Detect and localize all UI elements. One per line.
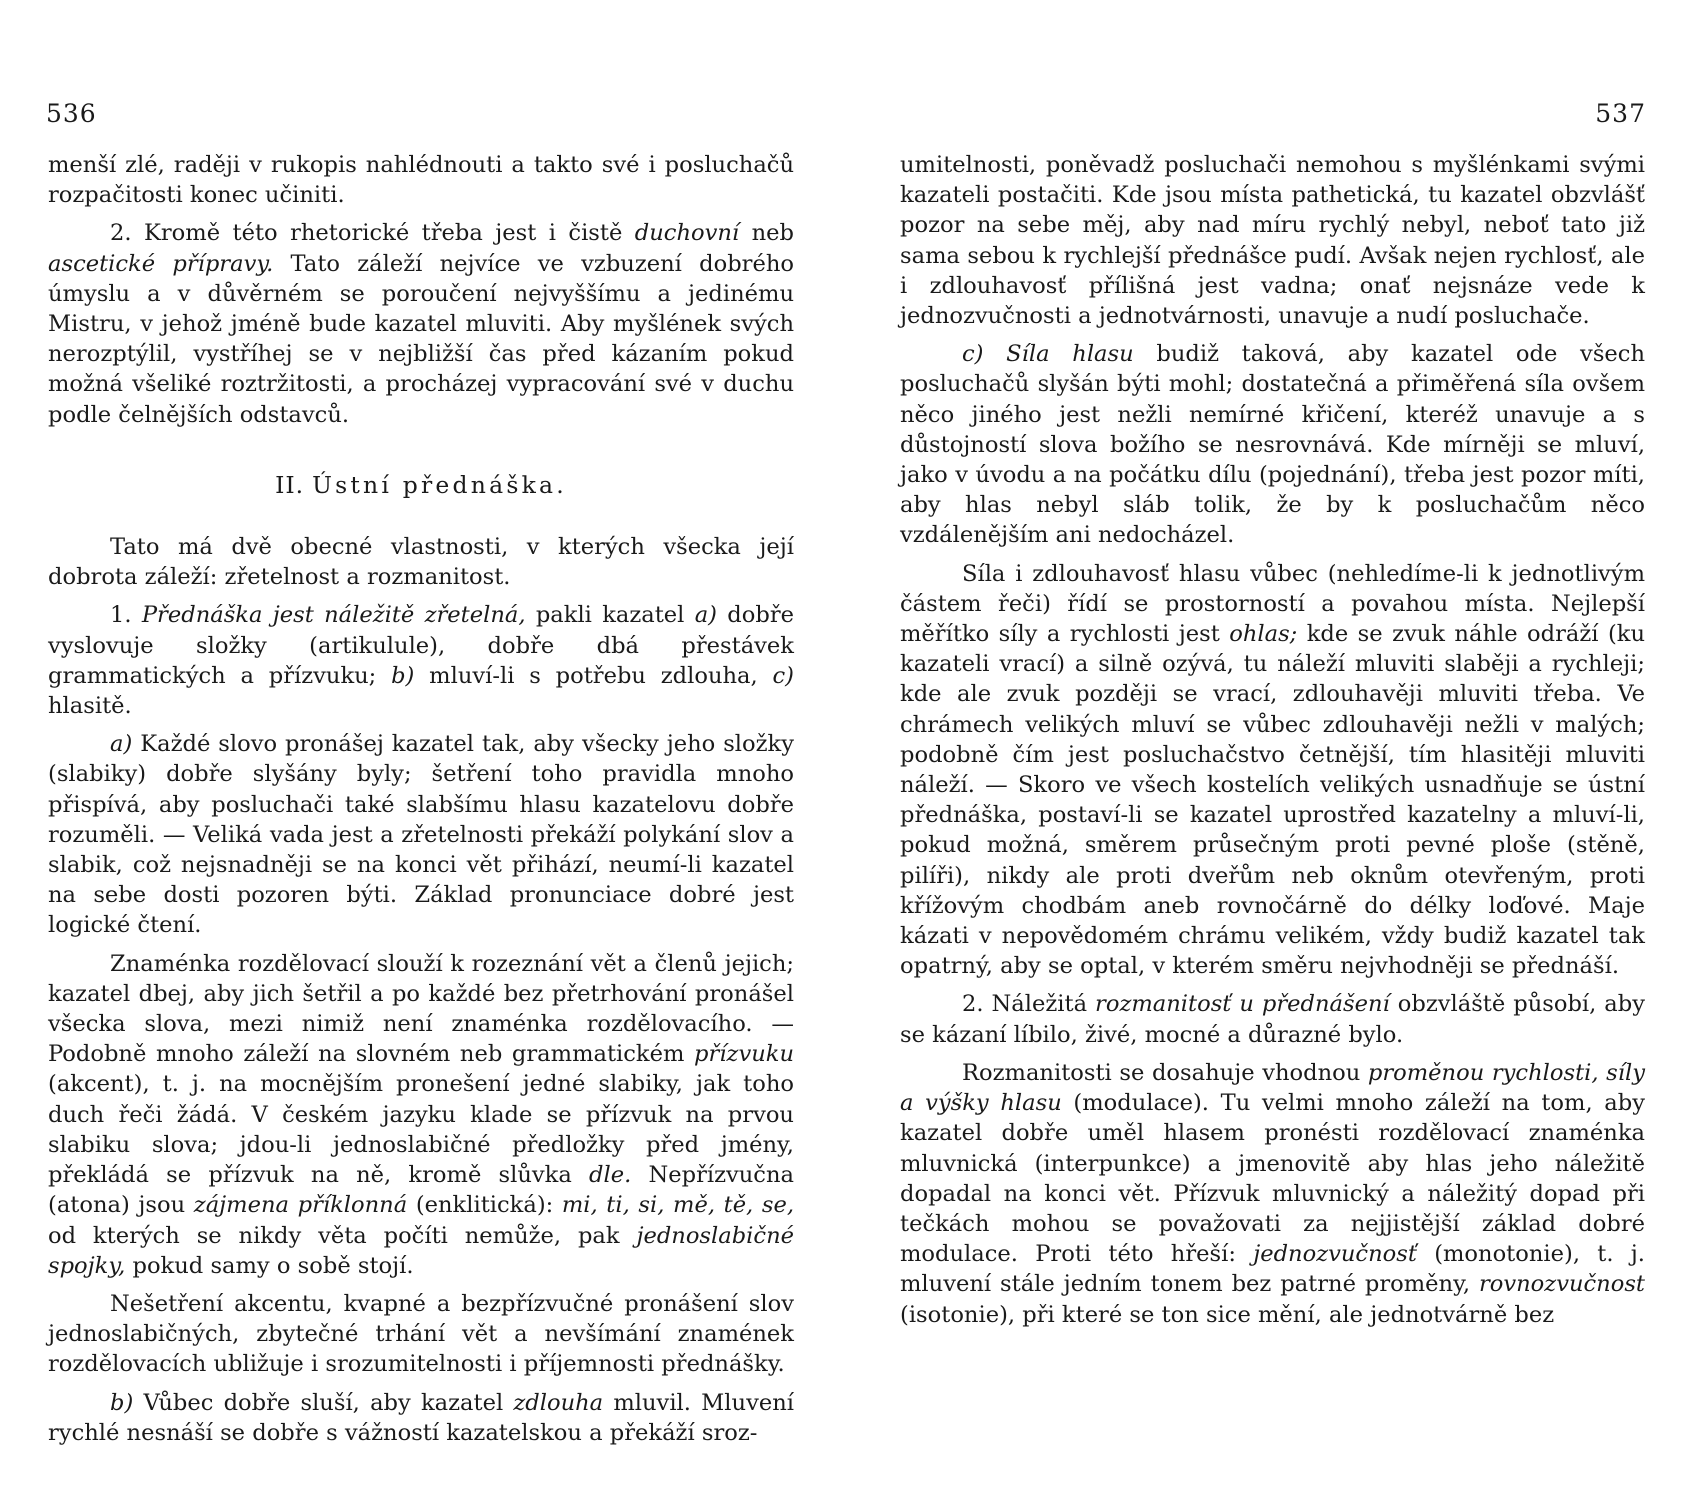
paragraph: a) Každé slovo pronášej kazatel tak, aby všecky jeho složky (slabiky) dobře slyšány byly; šetření toho pravidla mnoho přispívá, aby posluchači také slabšímu hlasu kazatelovu dobře rozuměli. — Veliká vada jest a zřetelnosti překáží polykání slov a slabik, což nejsnadněji se na konci vět přihází, neumí-li kazatel na sebe dosti pozoren býti. Základ pronunciace dobré jest logické čtení. bbox=[48, 731, 794, 939]
paragraph: Znaménka rozdělovací slouží k rozeznání vět a členů jejich; kazatel dbej, aby jich šetřil a po každé bez přetrhování pronášel všecka slova, mezi nimiž není znaménka rozdělovacího. — Podobně mnoho záleží na slovném neb grammatickém přízvuku (akcent), t. j. na mocnějším pronešení jedné slabiky, jak toho duch řeči žádá. V českém jazyku klade se přízvuk na prvou slabiku slova; jdou-li jednoslabičné předložky před jmény, překládá se přízvuk na ně, kromě slůvka dle. Nepřízvučna (atona) jsou zájmena příklonná (enklitická): mi, ti, si, mě, tě, se, od kterých se nikdy věta počíti nemůže, pak jednoslabičné spojky, pokud samy o sobě stojí. bbox=[48, 950, 795, 1279]
right-page-text bbox=[900, 150, 1645, 1338]
section-heading: II. Ústní přednáška. bbox=[275, 470, 567, 499]
paragraph: umitelnosti, poněvadž posluchači nemohou s myšlénkami svými kazateli postačiti. Kde jsou místa pathetická, tu kazatel obzvlášť pozor na sebe měj, aby nad míru rychlý nebyl, neboť tato již sama sebou k rychlejší přednášce pudí. Avšak nejen rychlosť, ale i zdlouhavosť přílišná jest vadna; onať nejsnáze vede k jednozvučnosti a jednotvárnosti, unavuje a nudí posluchače. bbox=[900, 152, 1645, 330]
paragraph: 2. Náležitá rozmanitosť u přednášení obzvláště působí, aby se kázaní líbilo, živé, mocné a důrazné bylo. bbox=[900, 991, 1645, 1048]
paragraph: b) Vůbec dobře sluší, aby kazatel zdlouha mluvil. Mluvení rychlé nesnáší se dobře s vážností kazatelskou a překáží sroz- bbox=[48, 1389, 794, 1446]
page-number-left: 536 bbox=[46, 99, 97, 128]
left-page-text bbox=[48, 150, 794, 1456]
right-page bbox=[844, 0, 1688, 1501]
paragraph: Tato má dvě obecné vlastnosti, v kterých všecka její dobrota záleží: zřetelnost a rozmanitost. bbox=[48, 534, 794, 591]
paragraph: menší zlé, raději v rukopis nahlédnouti a takto své i posluchačů rozpačitosti konec učiniti. bbox=[48, 152, 794, 209]
page-number-right: 537 bbox=[1595, 99, 1646, 128]
paragraph: 1. Přednáška jest náležitě zřetelná, pakli kazatel a) dobře vyslovuje složky (artikulule), dobře dbá přestávek grammatických a přízvuku; b) mluví-li s potřebu zdlouha, c) hlasitě. bbox=[48, 602, 794, 720]
paragraph: Síla i zdlouhavosť hlasu vůbec (nehledíme-li k jednotlivým částem řeči) řídí se prostorností a povahou místa. Nejlepší měřítko síly a rychlosti jest ohlas; kde se zvuk náhle odráží (ku kazateli vrací) a silně ozývá, tu náleží mluviti slaběji a rychleji; kde ale zvuk později se vrací, zdlouhavěji mluviti třeba. Ve chrámech velikých mluví se vůbec zdlouhavěji nežli v malých; podobně čím jest posluchačstvo četnější, tím hlasitěji mluviti náleží. — Skoro ve všech kostelích velikých usnadňuje se ústní přednáška, postaví-li se kazatel uprostřed kazatelny a mluví-li, pokud možná, směrem průsečným proti pevné ploše (stěně, pilíři), nikdy ale proti dveřům neb oknům otevřeným, proti křížovým chodbám aneb rovnočárně do délky loďové. Maje kázati v nepovědomém chrámu velikém, vždy budiž kazatel tak opatrný, aby se optal, v kterém směru nejvhodněji se přednáší. bbox=[900, 560, 1645, 980]
paragraph: Nešetření akcentu, kvapné a bezpřízvučné pronášení slov jednoslabičných, zbytečné trhání vět a nevšímání znamének rozdělovacích ubližuje i srozumitelnosti i příjemnosti přednášky. bbox=[48, 1290, 794, 1378]
paragraph: Rozmanitosti se dosahuje vhodnou proměnou rychlosti, síly a výšky hlasu (modulace). Tu velmi mnoho záleží na tom, aby kazatel dobře uměl hlasem pronésti rozdělovací znaménka mluvnická (interpunkce) a jmenovitě aby hlas jeho náležitě dopadal na konci vět. Přízvuk mluvnický a náležitý dopad při tečkách mohou se považovati za nejjistější základ dobré modulace. Proti této hřeší: jednozvučnosť (monotonie), t. j. mluvení stále jedním tonem bez patrné proměny, rovnozvučnost (isotonie), při které se ton sice mění, ale jednotvárně bez bbox=[900, 1059, 1645, 1328]
paragraph: c) Síla hlasu budiž taková, aby kazatel ode všech posluchačů slyšán býti mohl; dostatečná a přiměřená síla ovšem něco jiného jest nežli nemírné křičení, kteréž unavuje a s důstojností slova božího se nesrovnává. Kde mírněji se mluví, jako v úvodu a na počátku dílu (pojednání), třeba jest pozor míti, aby hlas nebyl sláb tolik, že by k posluchačům něco vzdálenějším ani nedocházel. bbox=[900, 341, 1645, 549]
paragraph: 2. Kromě této rhetorické třeba jest i čistě duchovní neb ascetické přípravy. Tato záleží nejvíce ve vzbuzení dobrého úmyslu a v důvěrném se poroučení nejvyššímu a jedinému Mistru, v jehož jméně bude kazatel mluviti. Aby myšlének svých nerozptýlil, vystříhej se v nejbližší čas před kázaním pokud možná všeliké roztržitosti, a procházej vypracování své v duchu podle čelnějších odstavců. bbox=[48, 220, 794, 428]
